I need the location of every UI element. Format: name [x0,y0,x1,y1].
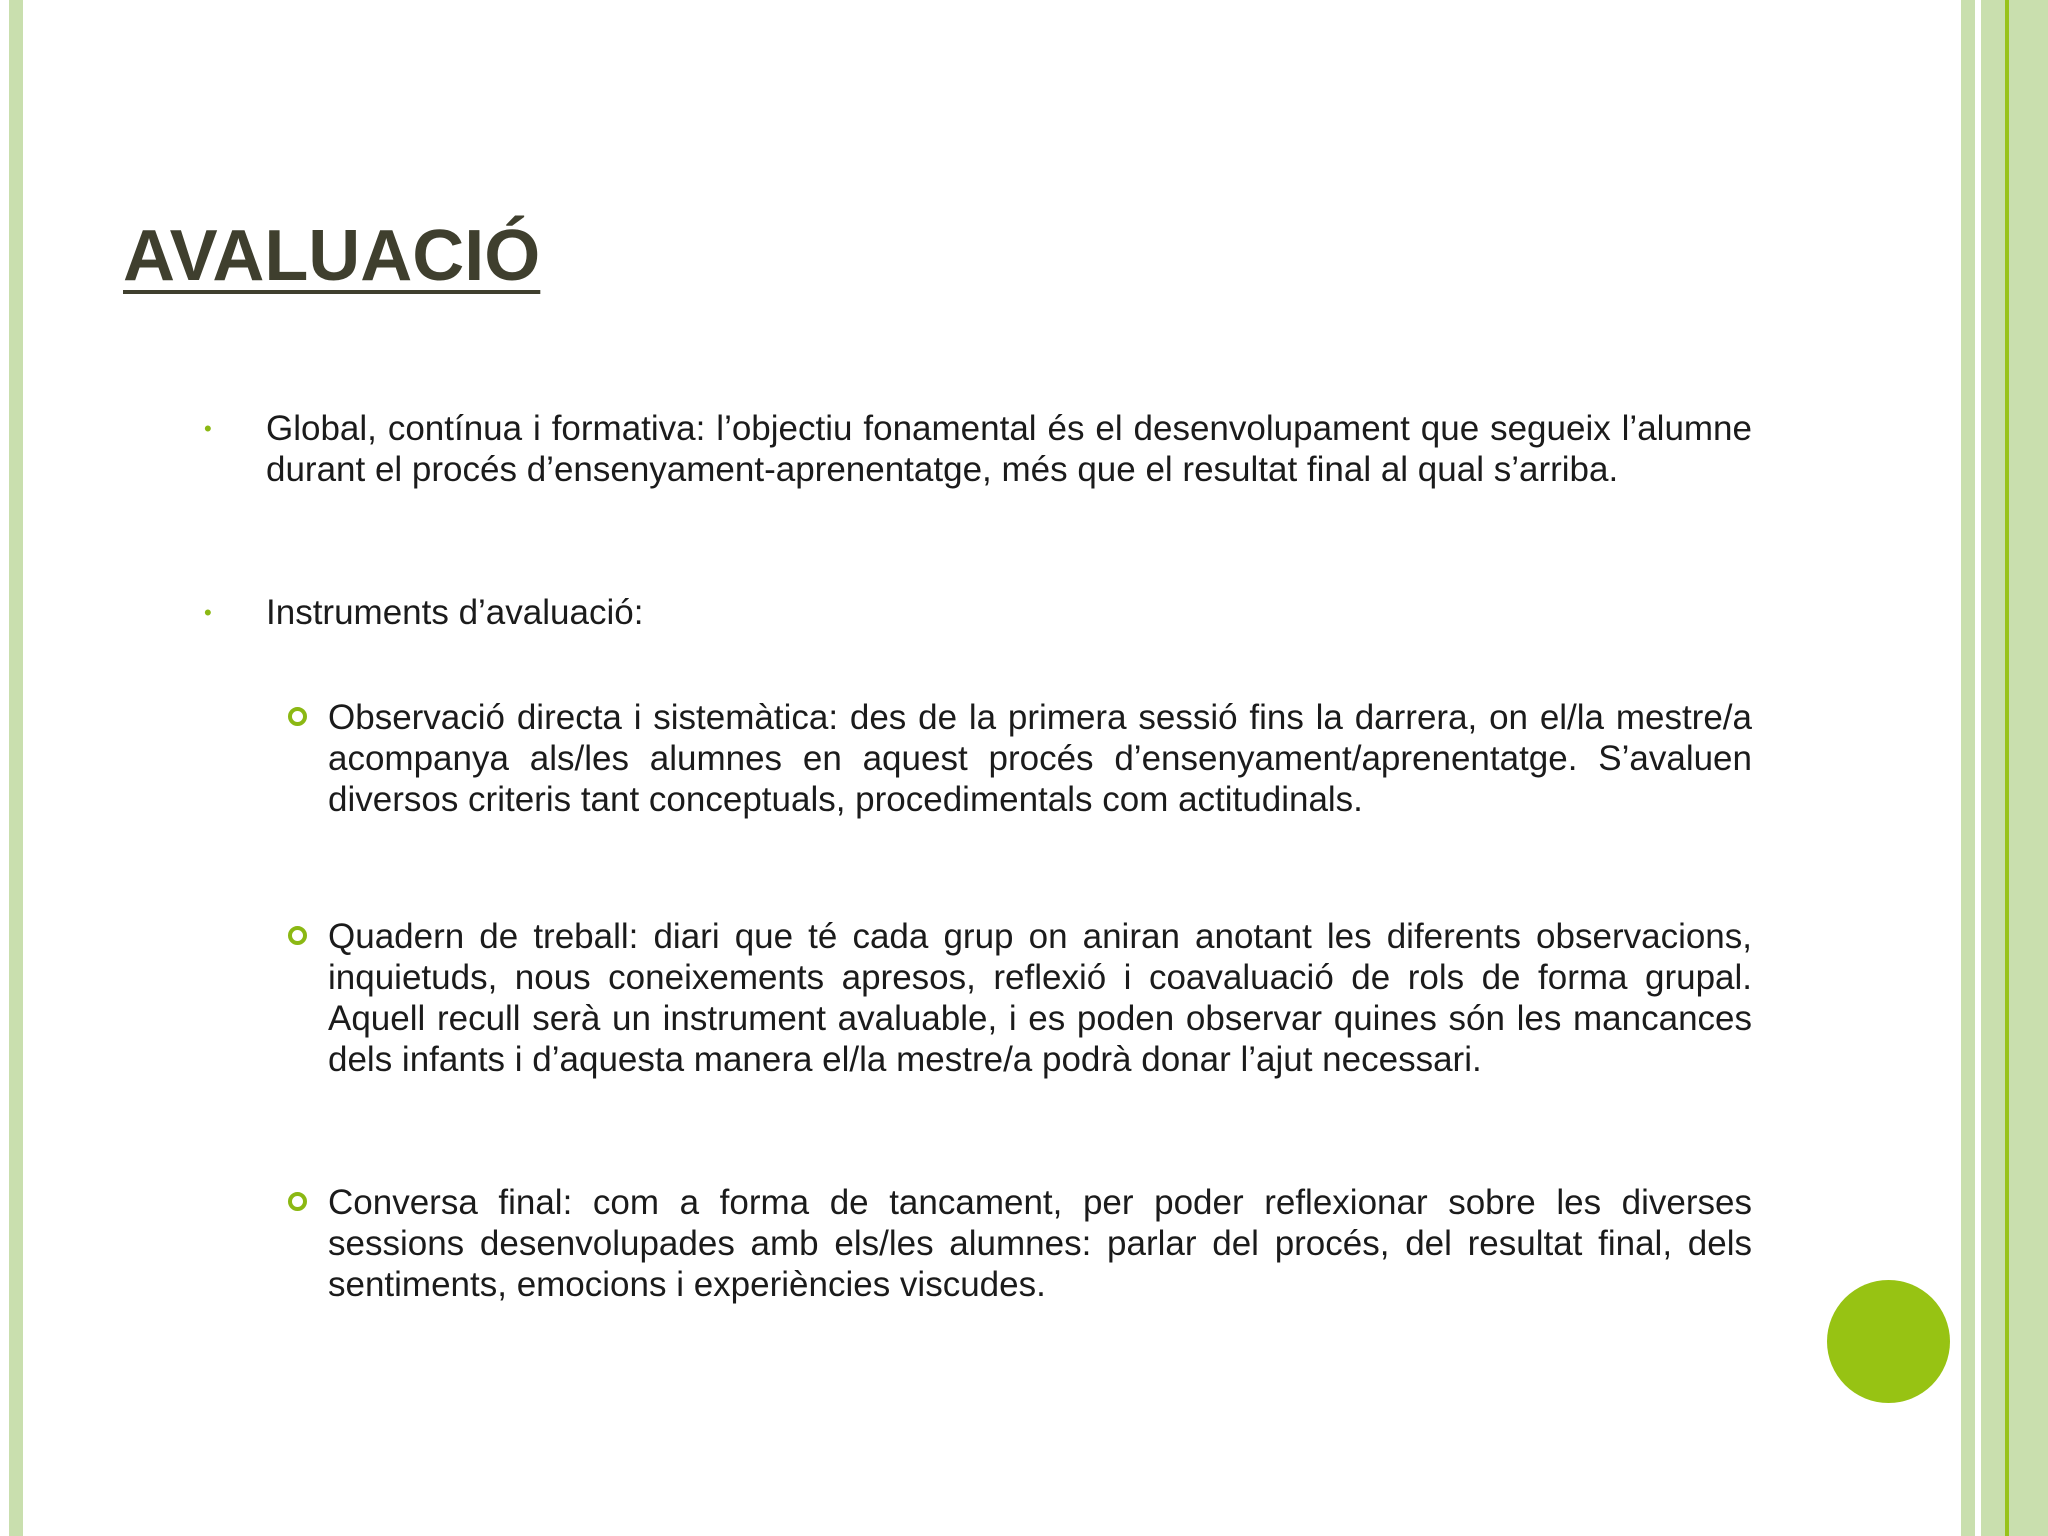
bullet-item-global [204,408,1752,490]
sub-bullet-item-conversa [328,1182,1752,1305]
sub-bullet-item-quadern [328,916,1752,1080]
sub-bullet-item-observacio [328,697,1752,820]
bullet-dot-icon: • [204,416,212,441]
bullet-item-instruments [204,592,1752,633]
sub-bullet-text: Conversa final: com a forma de tancament, per poder reflexionar sobre les diverses sessions desenvolupades amb els/les alumnes: parlar del procés, del resultat final, dels sentiments, emocions i experiències viscudes. [328,1183,1752,1304]
bullet-text: Instruments d’avaluació: [266,593,644,632]
slide-title: AVALUACIÓ [123,216,541,296]
ring-bullet-icon [288,707,307,726]
sub-bullet-text: Quadern de treball: diari que té cada grup on aniran anotant les diferents observacions, inquietuds, nous coneixements apresos, reflexió i coavaluació de rols de forma grupal. Aquell recull serà un instrument avaluable, i es poden observar quines són les mancances dels infants i d’aquesta manera el/la mestre/a podrà donar l’ajut necessari. [328,917,1752,1079]
sub-bullet-text: Observació directa i sistemàtica: des de la primera sessió fins la darrera, on el/la mestre/a acompanya als/les alumnes en aquest procés d’ensenyament/aprenentatge. S’avaluen diversos criteris tant conceptuals, procedimentals com actitudinals. [328,698,1752,819]
ring-bullet-icon [288,926,307,945]
decorative-green-circle [1827,1280,1950,1403]
bullet-dot-icon: • [204,600,212,625]
ring-bullet-icon [288,1192,307,1211]
bullet-text: Global, contínua i formativa: l’objectiu fonamental és el desenvolupament que segueix l’alumne durant el procés d’ensenyament-aprenentatge, més que el resultat final al qual s’arriba. [266,409,1752,489]
